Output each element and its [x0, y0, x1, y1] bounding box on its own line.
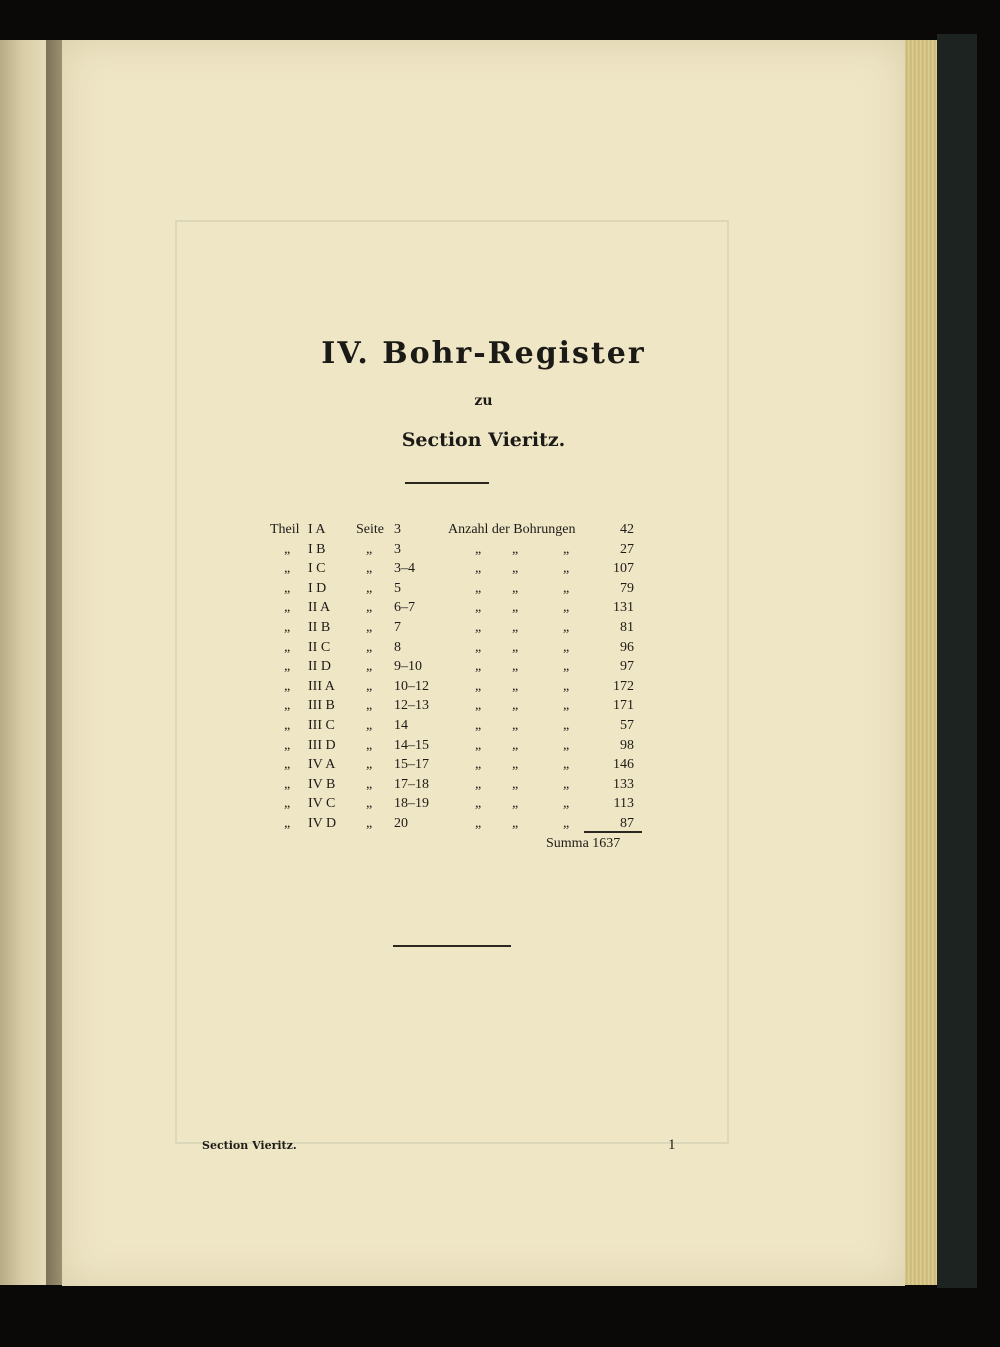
- row-ditto-mark: „: [475, 580, 482, 596]
- row-ditto-mark: „: [284, 816, 291, 831]
- row-pages: 8: [394, 639, 401, 655]
- row-pages: 10–12: [394, 678, 429, 694]
- row-ditto-mark: „: [475, 678, 482, 694]
- footer-section-name: Section Vieritz.: [202, 1139, 297, 1152]
- row-pages: 3: [394, 522, 401, 537]
- row-ditto-mark: „: [475, 816, 482, 831]
- sum-rule: [584, 831, 642, 833]
- row-ditto-mark: „: [366, 620, 373, 635]
- row-count: 97: [620, 659, 634, 675]
- row-ditto-mark: „: [563, 580, 570, 596]
- row-ditto-mark: „: [512, 580, 519, 596]
- row-count: 96: [620, 639, 634, 655]
- summa-total: Summa 1637: [546, 836, 621, 851]
- row-count: 172: [613, 678, 634, 694]
- row-part: II A: [308, 600, 331, 616]
- row-ditto-mark: „: [512, 620, 519, 635]
- row-part: IV D: [308, 816, 337, 831]
- row-ditto-mark: „: [284, 659, 291, 675]
- row-pages: 7: [394, 620, 401, 635]
- row-pages: 12–13: [394, 698, 429, 714]
- row-count: 27: [620, 541, 634, 557]
- row-ditto-mark: „: [366, 541, 373, 557]
- divider-rule: [405, 482, 489, 484]
- row-count: 42: [620, 522, 634, 537]
- row-ditto-mark: „: [284, 600, 291, 616]
- row-ditto-mark: „: [284, 757, 291, 773]
- row-part: III C: [308, 718, 335, 733]
- row-ditto-mark: „: [563, 541, 570, 557]
- row-ditto-mark: „: [284, 678, 291, 694]
- row-ditto-mark: „: [475, 639, 482, 655]
- row-ditto-mark: „: [563, 678, 570, 694]
- row-part: I B: [308, 541, 326, 557]
- row-ditto-mark: „: [512, 757, 519, 773]
- row-ditto-mark: „: [366, 776, 373, 792]
- row-ditto-mark: „: [512, 678, 519, 694]
- row-ditto-mark: „: [475, 796, 482, 812]
- row-ditto-mark: „: [563, 600, 570, 616]
- row-ditto-mark: „: [512, 561, 519, 577]
- row-count: 171: [613, 698, 634, 714]
- row-ditto-mark: „: [284, 737, 291, 753]
- row-pages: 3–4: [394, 561, 415, 577]
- row-ditto-mark: „: [512, 639, 519, 655]
- row-pages: 9–10: [394, 659, 422, 675]
- row-ditto-mark: „: [284, 776, 291, 792]
- row-ditto-mark: „: [475, 620, 482, 635]
- row-ditto-mark: „: [366, 659, 373, 675]
- row-count: 107: [613, 561, 634, 577]
- divider-rule-bottom: [393, 945, 511, 947]
- row-ditto-mark: „: [475, 698, 482, 714]
- row-ditto-mark: „: [366, 757, 373, 773]
- row-count: 146: [613, 757, 634, 773]
- row-ditto-mark: „: [475, 737, 482, 753]
- row-ditto-mark: „: [475, 561, 482, 577]
- row-ditto-mark: „: [512, 816, 519, 831]
- row-part: I C: [308, 561, 326, 577]
- row-ditto-mark: „: [284, 718, 291, 733]
- row-ditto-mark: „: [284, 561, 291, 577]
- page-edges: [905, 40, 937, 1285]
- row-ditto-mark: „: [563, 757, 570, 773]
- row-part: II D: [308, 659, 331, 675]
- row-ditto-mark: „: [366, 561, 373, 577]
- row-pages: 20: [394, 816, 408, 831]
- row-theil-label: Theil: [270, 522, 300, 537]
- row-ditto-mark: „: [366, 698, 373, 714]
- row-ditto-mark: „: [366, 796, 373, 812]
- row-ditto-mark: „: [284, 580, 291, 596]
- row-ditto-mark: „: [284, 541, 291, 557]
- row-seite-label: Seite: [356, 522, 384, 537]
- row-ditto-mark: „: [475, 600, 482, 616]
- row-part: IV B: [308, 776, 336, 792]
- row-ditto-mark: „: [563, 737, 570, 753]
- row-count: 113: [613, 796, 634, 812]
- row-part: IV C: [308, 796, 336, 812]
- row-ditto-mark: „: [563, 718, 570, 733]
- row-ditto-mark: „: [512, 776, 519, 792]
- row-anzahl-label: Anzahl der Bohrungen: [448, 522, 576, 537]
- row-count: 79: [620, 580, 634, 596]
- row-ditto-mark: „: [284, 639, 291, 655]
- row-ditto-mark: „: [366, 580, 373, 596]
- row-ditto-mark: „: [475, 541, 482, 557]
- row-part: III A: [308, 678, 335, 694]
- row-pages: 15–17: [394, 757, 429, 773]
- row-ditto-mark: „: [475, 718, 482, 733]
- row-ditto-mark: „: [563, 698, 570, 714]
- row-part: IV A: [308, 757, 336, 773]
- row-ditto-mark: „: [563, 796, 570, 812]
- row-ditto-mark: „: [512, 796, 519, 812]
- row-pages: 5: [394, 580, 401, 596]
- row-part: I A: [308, 522, 326, 537]
- row-pages: 6–7: [394, 600, 415, 616]
- page-number: 1: [668, 1137, 676, 1153]
- row-ditto-mark: „: [475, 757, 482, 773]
- title-connector: zu: [474, 393, 493, 409]
- row-ditto-mark: „: [366, 816, 373, 831]
- row-ditto-mark: „: [512, 659, 519, 675]
- row-ditto-mark: „: [563, 776, 570, 792]
- book-gutter: [46, 40, 62, 1285]
- book-cover-edge: [937, 34, 977, 1288]
- row-ditto-mark: „: [475, 776, 482, 792]
- row-part: II B: [308, 620, 331, 635]
- page-title: IV. Bohr-Register: [321, 336, 646, 371]
- row-ditto-mark: „: [563, 816, 570, 831]
- row-pages: 14: [394, 718, 408, 733]
- row-pages: 18–19: [394, 796, 429, 812]
- row-part: II C: [308, 639, 331, 655]
- page-subtitle: Section Vieritz.: [401, 429, 566, 451]
- row-ditto-mark: „: [512, 698, 519, 714]
- row-count: 87: [620, 816, 634, 831]
- row-pages: 14–15: [394, 737, 429, 753]
- row-count: 57: [620, 718, 634, 733]
- row-ditto-mark: „: [563, 659, 570, 675]
- row-count: 81: [620, 620, 634, 635]
- row-part: I D: [308, 580, 327, 596]
- row-count: 98: [620, 737, 634, 753]
- row-ditto-mark: „: [284, 698, 291, 714]
- row-ditto-mark: „: [563, 620, 570, 635]
- row-ditto-mark: „: [284, 796, 291, 812]
- row-ditto-mark: „: [475, 659, 482, 675]
- row-ditto-mark: „: [563, 639, 570, 655]
- row-part: III B: [308, 698, 335, 714]
- facing-page: [0, 40, 46, 1285]
- row-pages: 3: [394, 541, 401, 557]
- row-ditto-mark: „: [512, 600, 519, 616]
- row-ditto-mark: „: [512, 737, 519, 753]
- row-ditto-mark: „: [366, 737, 373, 753]
- row-ditto-mark: „: [366, 678, 373, 694]
- row-pages: 17–18: [394, 776, 429, 792]
- row-ditto-mark: „: [512, 541, 519, 557]
- row-ditto-mark: „: [366, 639, 373, 655]
- row-ditto-mark: „: [284, 620, 291, 635]
- row-ditto-mark: „: [366, 600, 373, 616]
- row-ditto-mark: „: [563, 561, 570, 577]
- row-count: 131: [613, 600, 634, 616]
- row-part: III D: [308, 737, 336, 753]
- row-count: 133: [613, 776, 634, 792]
- row-ditto-mark: „: [366, 718, 373, 733]
- row-ditto-mark: „: [512, 718, 519, 733]
